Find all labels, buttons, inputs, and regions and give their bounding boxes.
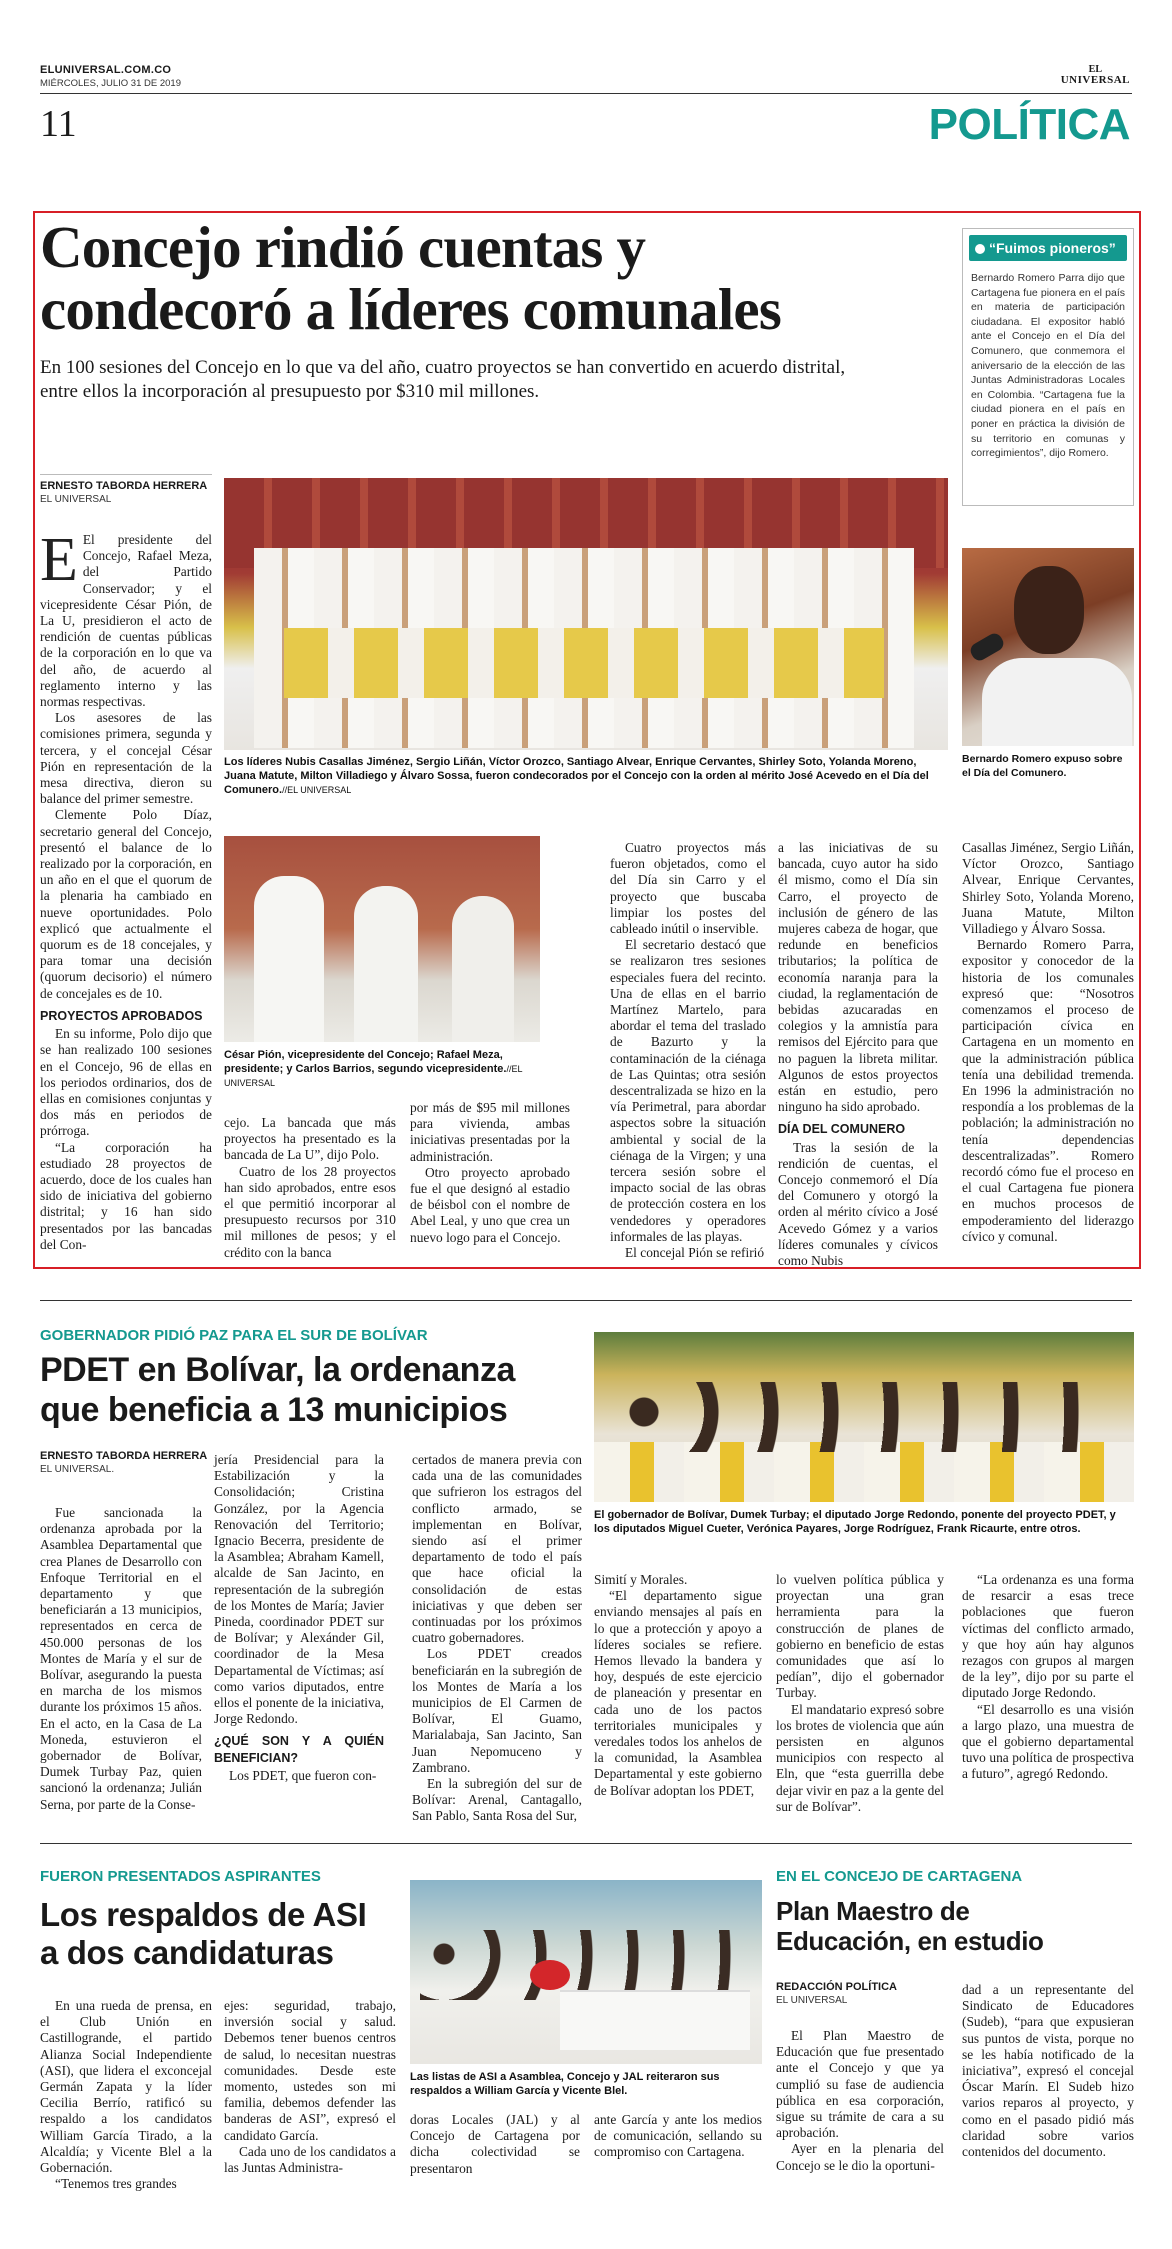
pdet-kicker: GOBERNADOR PIDIÓ PAZ PARA EL SUR DE BOLÍVAR <box>40 1327 428 1344</box>
pdet-column-5: lo vuelven política pública y proyectan una gran herramienta para la construcción de planes de gobierno en beneficio de estas comunidades que así lo pedían”, dijo el gobernador Turbay. El mandatario expresó sobre los brotes de violencia que aún persisten en algunos municipios con respecto al Eln, que “esta guerrilla debe dejar vivir en paz a la gente del sur de Bolívar”. <box>776 1572 944 1814</box>
lead-column-1: E El presidente del Concejo, Rafael Meza, del Partido Conservador; y el vicepresidente César Pión, de La U, presidieron el acto de rendición de cuentas públicas de la corporación en lo que va del año, de acuerdo al reglamento interno y las normas respectivas. Los asesores de las comisiones primera, segunda y tercera, y el concejal César Pión en representación de la mesa directiva, dieron su balance del primer semestre. Clemente Polo Díaz, secretario general del Concejo, presentó el balance de lo realizado por la corporación, en un año en el que el quorum de la plenaria ha cambiado en nueve oportunidades. Polo explicó que actualmente el quorum es de 18 concejales, y para tomar una decisión (quorum decisorio) el número de concejales es de 10. PROYECTOS APROBADOS En su informe, Polo dijo que se han realizado 100 sesiones en el Concejo, 96 de ellas en los periodos ordinarios, dos de ellas en comisiones conjuntas y dos más en periodos de prórroga. “La corporación ha estudiado 28 proyectos de acuerdo, doce de los cuales han sido de iniciativa del gobierno distrital; y 16 han sido presentados por las bancadas del Con- <box>40 526 212 1252</box>
section-divider-2 <box>40 1843 1132 1844</box>
asi-press-photo <box>410 1880 762 2064</box>
asi-kicker: FUERON PRESENTADOS ASPIRANTES <box>40 1868 321 1885</box>
asi-column-2: ejes: seguridad, trabajo, inversión social y salud. Debemos tener buenos centros de salud, lo necesitan nuestras comunidades. Desde este momento, ustedes son mi familia, debemos defender las banderas de ASI”, expresó el candidato García. Cada uno de los candidatos a las Juntas Administra- <box>224 1998 396 2176</box>
pdet-byline: ERNESTO TABORDA HERRERA EL UNIVERSAL. <box>40 1450 208 1475</box>
lead-group-photo <box>224 478 948 750</box>
pdet-column-2: jería Presidencial para la Estabilización y la Consolidación; Cristina González, por la Agencia Renovación del Territorio; Ignacio Becerra, presidente de la Asamblea; Abraham Kamell, alcalde de San Jacinto, en representación de la subregión de los Montes de María; Javier Pineda, coordinador PDET sur de Bolívar; y Alexánder Gil, coordinador de la Mesa Departamental de Víctimas; así como varios diputados, entre ellos el ponente de la iniciativa, Jorge Redondo. ¿QUÉ SON Y A QUIÉN BENEFICIAN? Los PDET, que fueron con- <box>214 1452 384 1783</box>
pdet-photo-caption: El gobernador de Bolívar, Dumek Turbay; el diputado Jorge Redondo, ponente del proyecto PDET, y los diputados Miguel Cueter, Verónica Payares, Jorge Rodríguez, Frank Ricaurte, entre otros. <box>594 1509 1116 1535</box>
masthead-logo: EL UNIVERSAL <box>1060 64 1130 86</box>
sidebar-text: Bernardo Romero Parra dijo que Cartagena fue pionera en el país en materia de participación ciudadana. El expositor habló ante el Concejo en el Día del Comunero, que conmemora el aniversario de la elección de las Juntas Administradoras Locales en Colombia. “Cartagena fue la ciudad pionera en el país en poner en práctica la división de su territorio en comunas y corregimientos”, dijo Romero. <box>971 272 1125 460</box>
plan-column-2: dad a un representante del Sindicato de Educadores (Sudeb), “para que expusieran sus puntos de vista, porque no se les había notificado de la iniciativa”, expresó el concejal Óscar Marín. El Sudeb hizo varios reparos al proyecto, y como en el pasado pidió más claridad sobre varios contenidos del documento. <box>962 1982 1134 2160</box>
plan-kicker: EN EL CONCEJO DE CARTAGENA <box>776 1868 1023 1885</box>
lead-photo2-caption: César Pión, vicepresidente del Concejo; Rafael Meza, presidente; y Carlos Barrios, segundo vicepresidente.//EL UNIVERSAL <box>224 1049 523 1088</box>
portrait-shirt <box>982 658 1132 746</box>
page-number: 11 <box>40 103 77 145</box>
pdet-column-6: “La ordenanza es una forma de resarcir a esas trece poblaciones que fueron víctimas del conflicto armado, y que hoy aún hay algunos rezagos con grupos al margen de la ley”, dijo por su parte el diputado Jorge Redondo. “El desarrollo es una visión a largo plazo, una muestra de que el gobierno departamental tuvo una política de prospectiva a futuro”, agregó Redondo. <box>962 1572 1134 1782</box>
sidebar-header: “Fuimos pioneros” <box>969 235 1127 261</box>
issue-date: MIÉRCOLES, JULIO 31 DE 2019 <box>40 78 181 89</box>
sidebar-photo-caption: Bernardo Romero expuso sobre el Día del Comunero. <box>962 753 1123 779</box>
plan-headline: Plan Maestro de Educación, en estudio <box>776 1896 1044 1956</box>
portrait-head <box>1014 566 1084 654</box>
plan-byline: REDACCIÓN POLÍTICA EL UNIVERSAL <box>776 1981 897 2006</box>
sidebar-box <box>962 228 1134 506</box>
lead-column-2: cejo. La bancada que más proyectos ha presentado es la bancada de La U”, dijo Polo. Cuatro de los 28 proyectos han sido aprobados, entre esos el que permitió incorporar al presupuesto recursos por 310 mil millones de pesos; y el crédito con la banca <box>224 1115 396 1260</box>
plan-column-1: El Plan Maestro de Educación que fue presentado ante el Concejo y que ya cumplió su fase de audiencia pública en esa corporación, sigue su trámite de cara a su aprobación. Ayer en la plenaria del Concejo se le dio la oportuni- <box>776 2028 944 2173</box>
pdet-column-3: certados de manera previa con cada una de las comunidades que sufrieron los estragos del conflicto armado, se implementan en Bolívar, siendo así el primer departamento de todo el país que hace oficial la consolidación de estas iniciativas y que deben ser continuadas por los próximos cuatro gobernadores. Los PDET creados beneficiarán en la subregión de los Montes de María a los municipios de El Carmen de Bolívar, El Guamo, Marialabaja, San Jacinto, San Juan Nepomuceno y Zambrano. En la subregión del sur de Bolívar: Arenal, Cantagallo, San Pablo, Santa Rosa del Sur, <box>412 1452 582 1824</box>
lead-byline: ERNESTO TABORDA HERRERA EL UNIVERSAL <box>40 480 208 505</box>
pdet-column-4: Simití y Morales. “El departamento sigue enviando mensajes al país en lo que a protección y apoyo a líderes sociales se refiere. Hemos llevado la bandera y hoy, después de este ejercicio de planeación y presentar en cada uno de los pactos territoriales municipales y veredales todos los anhelos de la comunidad, la Asamblea Departamental y este gobierno de Bolívar adoptan los PDET, <box>594 1572 762 1798</box>
lead-subtitle: En 100 sesiones del Concejo en lo que va del año, cuatro proyectos se han convertido en acuerdo distrital, entre ellos la incorporación al presupuesto por $310 mil millones. <box>40 357 846 402</box>
asi-headline: Los respaldos de ASI a dos candidaturas <box>40 1896 367 1971</box>
lead-column-6: Casallas Jiménez, Sergio Liñán, Víctor Orozco, Santiago Alvear, Enrique Cervantes, Shirley Soto, Yolanda Moreno, Juana Matute, Milton Villadiego y Álvaro Sossa. Bernardo Romero Parra, expositor y conocedor de la historia de los comunales expresó que: “Nosotros comenzamos el proceso de participación cívica en Cartagena en un momento en que la administración pública tenía una debilidad tremenda. En 1996 la administración no respondía a los problemas de la población; la administración no tenía dependencias descentralizadas”. Romero recordó cómo fue el proceso en el cual Cartagena fue pionera en muchos procesos de empoderamiento del liderazgo cívico y comunal. <box>962 840 1134 1244</box>
asi-photo-caption: Las listas de ASI a Asamblea, Concejo y JAL reiteraron sus respaldos a William García y Vicente Blel. <box>410 2071 720 2097</box>
asi-column-3: doras Locales (JAL) y al Concejo de Cartagena por dicha colectividad se presentaron <box>410 2112 580 2176</box>
pdet-column-1: Fue sancionada la ordenanza aprobada por la Asamblea Departamental que crea Planes de Desarrollo con Enfoque Territorial en el departamento y que beneficiarán a 13 municipios, representados en cerca de 450.000 personas de los Montes de María y el sur de Bolívar, asegurando la puesta en marcha de los mismos durante los próximos 15 años. En el acto, en la Casa de La Moneda, estuvieron el gobernador de Bolívar, Dumek Turbay Paz, quien sancionó la ordenanza; Julián Serna, por parte de la Conse- <box>40 1505 202 1812</box>
asi-column-4: ante García y ante los medios de comunicación, sellando su compromiso con Cartagena. <box>594 2112 762 2160</box>
pdet-headline: PDET en Bolívar, la ordenanza que beneficia a 13 municipios <box>40 1351 515 1429</box>
section-divider-1 <box>40 1300 1132 1301</box>
byline-rule <box>40 474 212 475</box>
lead-column-5: a las iniciativas de su bancada, cuyo autor ha sido él mismo, como el Día sin Carro, el proyecto de inclusión de género de las mujeres cabeza de hogar, que redunde en beneficios tributarios; la política de economía naranja para la ciudad, la reglamentación de bebidas azucaradas en colegios y la amnistía para remisos del Ejército para que no paguen la libreta militar. Algunos de estos proyectos están en estudio, pero ninguno ha sido aprobado. DÍA DEL COMUNERO Tras la sesión de la rendición de cuentas, el Concejo conmemoró el Día del Comunero y otorgó la orden al mérito cívico a José Acevedo Gómez y a varios líderes comunales y cívicos como Nubis <box>778 840 938 1269</box>
lead-column-3: por más de $95 mil millones para vivienda, ambas iniciativas presentadas por la administración. Otro proyecto aprobado fue el que designó al estadio de béisbol con el nombre de Abel Leal, y uno que crea un nuevo logo para el Concejo. <box>410 1100 570 1245</box>
site-url: ELUNIVERSAL.COM.CO <box>40 64 172 76</box>
microphone-icon <box>968 631 1006 664</box>
section-title: POLÍTICA <box>928 100 1130 149</box>
asi-column-1: En una rueda de prensa, en el Club Unión en Castillogrande, el partido Alianza Social Independiente (ASI), que lidera el exconcejal Germán Zapata y la líder Cecilia Berrío, ratificó su respaldo a los candidatos William García Tirado, a la Alcaldía; y Vicente Blel a la Gobernación. “Tenemos tres grandes <box>40 1998 212 2192</box>
bullet-icon <box>975 244 985 254</box>
lead-column-4: Cuatro proyectos más fueron objetados, como el del Día sin Carro y el proyecto que buscaba limpiar los postes del cableado inútil o inservible. El secretario destacó que se realizaron tres sesiones especiales fuera del recinto. Una de ellas en el barrio Martínez Martelo, para abordar el tema del traslado de Bazurto y la contaminación de la ciénaga de Las Quintas; otra sesión descentralizada se hizo en la vía Perimetral, para abordar aspectos sobre la situación ambiental y social de la ciénaga de la Virgen; y una tercera sesión sobre el impacto social de las obras de protección costera en los vendedores y operadores informales de las playas. El concejal Pión se refirió <box>610 840 766 1261</box>
lead-headline: Concejo rindió cuentas y condecoró a líderes comunales <box>40 214 781 342</box>
lead-photo1-caption: Los líderes Nubis Casallas Jiménez, Sergio Liñán, Víctor Orozco, Santiago Alvear, Enrique Cervantes, Shirley Soto, Yolanda Moreno, Juana Matute, Milton Villadiego y Álvaro Sossa, fueron condecorados por el Concejo con la orden al mérito José Acevedo en el Día del Comunero.//EL UNIVERSAL <box>224 756 929 796</box>
pdet-photo <box>594 1332 1134 1502</box>
sidebar-portrait-photo <box>962 548 1134 746</box>
drop-cap: E <box>40 526 78 594</box>
header-rule <box>40 93 1132 94</box>
concejo-board-photo <box>224 836 540 1042</box>
